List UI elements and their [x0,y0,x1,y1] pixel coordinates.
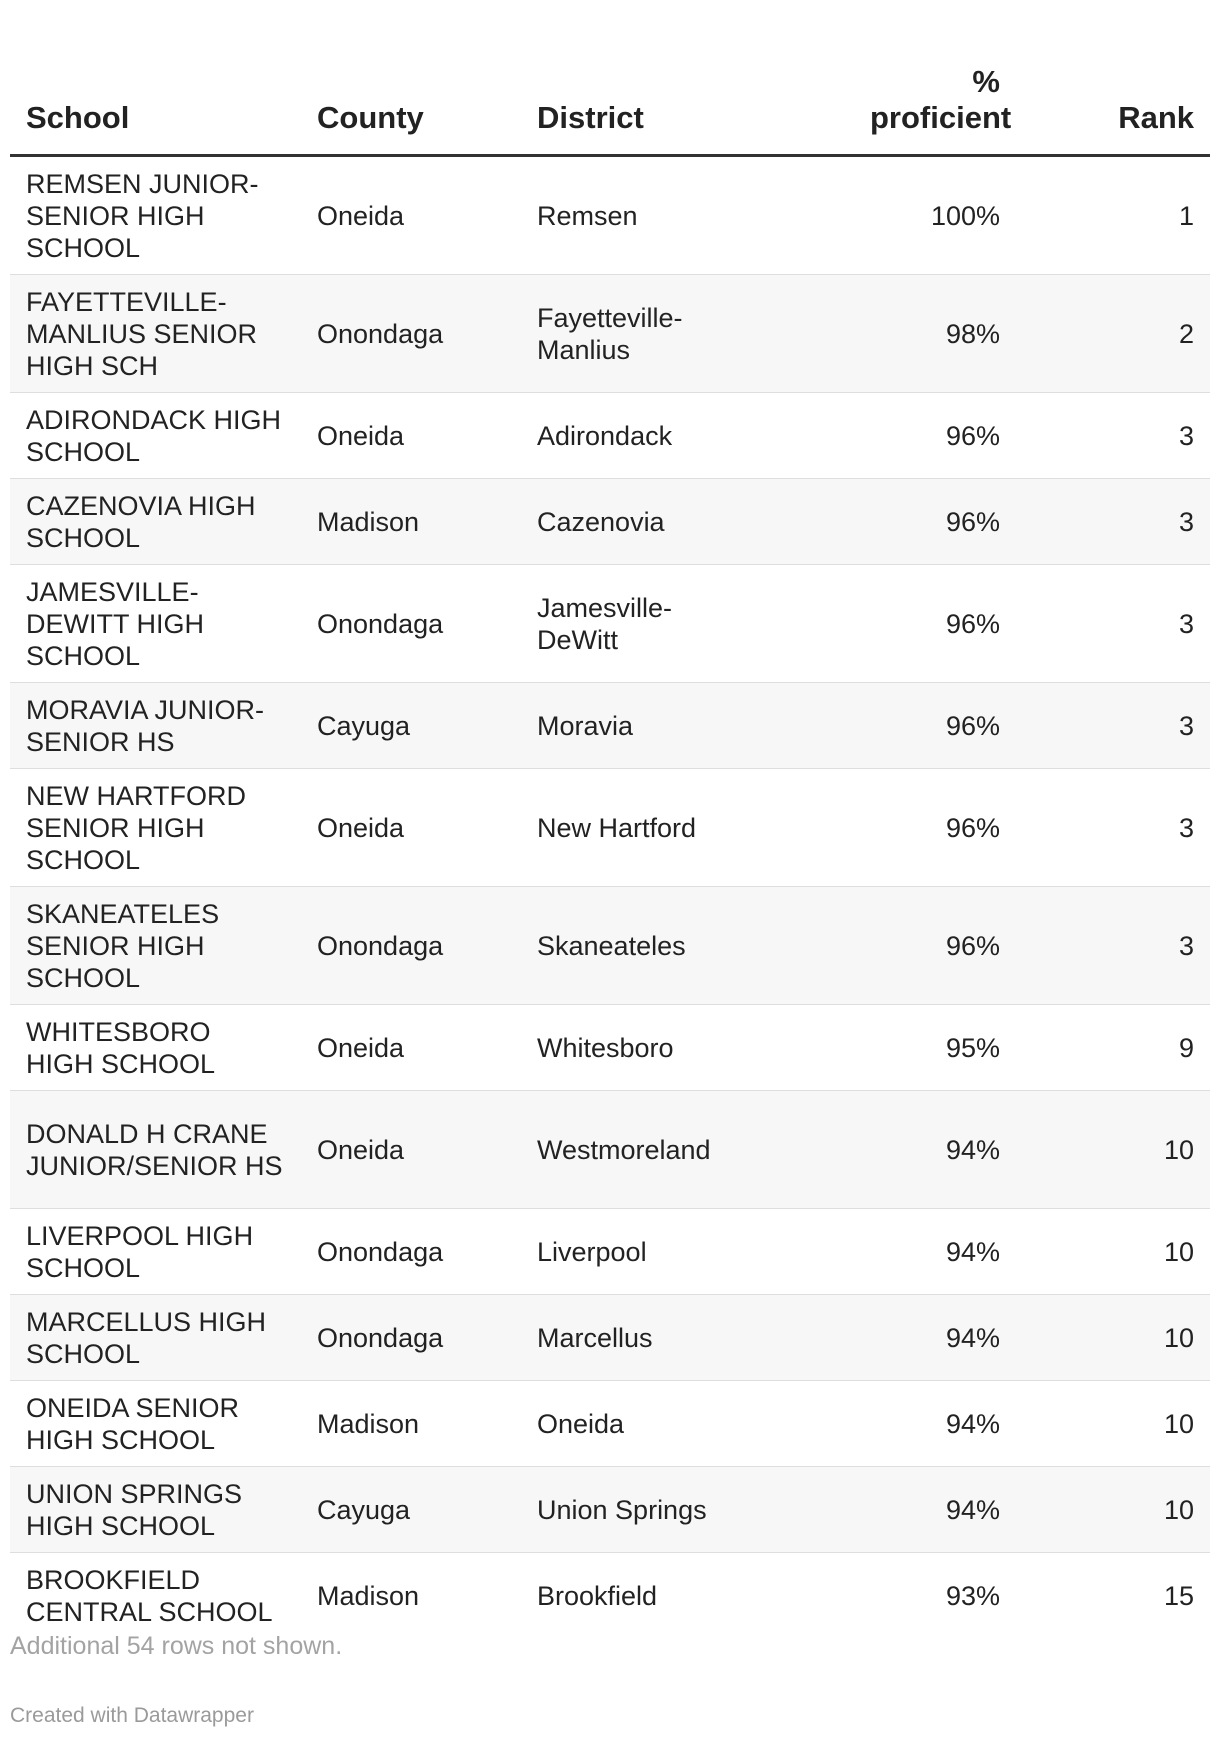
table-row [10,275,1210,393]
cell-county: Oneida [301,1005,521,1091]
cell-school: MARCELLUS HIGH SCHOOL [10,1295,301,1381]
cell-district: Union Springs [521,1467,741,1553]
cell-district: Brookfield [537,1580,658,1611]
cell-proficient: 94% [741,1091,1016,1209]
cell-county: Onondaga [301,1295,521,1381]
cell-district: Cazenovia [521,479,741,565]
cell-county: Onondaga [301,1209,521,1295]
cell-rank: 2 [1016,275,1210,393]
header-district[interactable]: District [521,0,741,156]
cell-proficient: 94% [741,1209,1016,1295]
cell-rank: 10 [1016,1209,1210,1295]
cell-rank: 3 [1016,769,1210,887]
cell-proficient: 96% [741,769,1016,887]
cell-proficient: 96% [741,887,1016,1005]
cell-county: Onondaga [301,275,521,393]
cell-school: BROOKFIELD CENTRAL SCHOOL [26,1564,273,1627]
cell-school: UNION SPRINGS HIGH SCHOOL [10,1467,301,1553]
cell-school: LIVERPOOL HIGH SCHOOL [10,1209,301,1295]
cell-proficient: 94% [741,1381,1016,1467]
cell-rank: 3 [1016,887,1210,1005]
cell-proficient: 93% [945,1580,1000,1611]
cell-district: Fayetteville-Manlius [521,275,741,393]
cell-district: Adirondack [521,393,741,479]
cell-county: Madison [301,479,521,565]
cell-rank: 3 [1016,393,1210,479]
table-row [10,1381,1210,1467]
table-header-row [10,0,1210,156]
header-county[interactable]: County [301,0,521,156]
table-row [10,1091,1210,1209]
cell-proficient: 100% [741,156,1016,275]
cell-rank: 9 [1016,1005,1210,1091]
table-row [10,565,1210,683]
cell-school: DONALD H CRANE JUNIOR/SENIOR HS [10,1091,301,1209]
cell-school: CAZENOVIA HIGH SCHOOL [10,479,301,565]
table-row [10,1553,1210,1639]
cell-school: ADIRONDACK HIGH SCHOOL [10,393,301,479]
cell-school: WHITESBORO HIGH SCHOOL [10,1005,301,1091]
table-row [10,1467,1210,1553]
cell-proficient: 96% [741,683,1016,769]
cell-school: JAMESVILLE-DEWITT HIGH SCHOOL [10,565,301,683]
table-row [10,1209,1210,1295]
cell-district: Skaneateles [521,887,741,1005]
cell-district: New Hartford [521,769,741,887]
cell-proficient: 96% [741,565,1016,683]
cell-school: MORAVIA JUNIOR-SENIOR HS [10,683,301,769]
cell-county: Oneida [301,393,521,479]
table-row [10,683,1210,769]
cell-school: REMSEN JUNIOR-SENIOR HIGH SCHOOL [10,156,301,275]
cell-county: Onondaga [301,565,521,683]
cell-county: Oneida [301,1091,521,1209]
cell-proficient: 94% [741,1467,1016,1553]
cell-district: Liverpool [521,1209,741,1295]
cell-rank: 10 [1016,1381,1210,1467]
table-notes: Additional 54 rows not shown. [10,1632,343,1660]
cell-district: Westmoreland [521,1091,741,1209]
data-table-container [10,0,1210,1638]
cell-county: Oneida [301,769,521,887]
table-row [10,887,1210,1005]
cell-school: ONEIDA SENIOR HIGH SCHOOL [10,1381,301,1467]
datawrapper-credit[interactable]: Created with Datawrapper [10,1704,254,1727]
cell-rank: 10 [1016,1295,1210,1381]
table-row [10,1295,1210,1381]
cell-school: FAYETTEVILLE-MANLIUS SENIOR HIGH SCH [10,275,301,393]
cell-proficient: 98% [741,275,1016,393]
cell-rank: 3 [1016,683,1210,769]
table-row [10,479,1210,565]
cell-county: Cayuga [301,683,521,769]
cell-county: Madison [301,1381,521,1467]
schools-table [10,0,1210,1638]
table-row [10,156,1210,275]
cell-school: SKANEATELES SENIOR HIGH SCHOOL [10,887,301,1005]
cell-school: NEW HARTFORD SENIOR HIGH SCHOOL [10,769,301,887]
table-row [10,769,1210,887]
table-row [10,1005,1210,1091]
cell-rank: 10 [1016,1091,1210,1209]
cell-rank: 1 [1016,156,1210,275]
cell-district: Marcellus [521,1295,741,1381]
cell-rank: 3 [1016,479,1210,565]
cell-proficient: 95% [741,1005,1016,1091]
cell-county: Cayuga [301,1467,521,1553]
table-row [10,393,1210,479]
cell-proficient: 96% [741,479,1016,565]
cell-county: Oneida [301,156,521,275]
cell-district: Oneida [521,1381,741,1467]
cell-district: Remsen [521,156,741,275]
header-percent-proficient[interactable]: % proficient [741,0,1016,156]
cell-district: Whitesboro [521,1005,741,1091]
cell-proficient: 94% [741,1295,1016,1381]
cell-county: Madison [317,1580,420,1611]
header-school[interactable]: School [10,0,301,156]
cell-rank: 10 [1016,1467,1210,1553]
cell-county: Onondaga [301,887,521,1005]
header-rank[interactable]: Rank [1016,0,1210,156]
cell-rank: 3 [1016,565,1210,683]
cell-district: Moravia [521,683,741,769]
cell-district: Jamesville-DeWitt [521,565,741,683]
cell-proficient: 96% [741,393,1016,479]
cell-rank: 15 [1163,1580,1194,1611]
